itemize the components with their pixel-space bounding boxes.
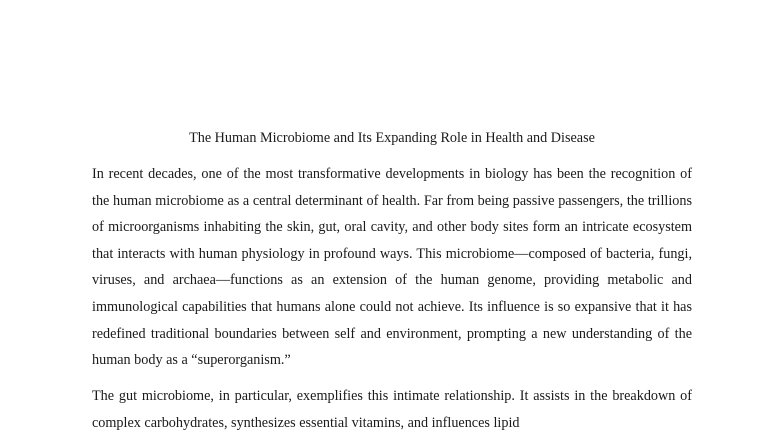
paragraph-2: The gut microbiome, in particular, exemplifies this intimate relationship. It assists in the breakdown of complex carbohydrates, synthesizes essential vitamins, and influences lipid bbox=[92, 388, 692, 431]
paragraph-1: In recent decades, one of the most transformative developments in biology has been the recognition of the human microbiome as a central determinant of health. Far from being passive passengers, the trillions of microorganisms inhabiting the skin, gut, oral cavity, and other body sites form an intricate ecosystem that interacts with human physiology in profound ways. This microbiome—composed of bacteria, fungi, viruses, and archaea—functions as an extension of the human genome, providing metabolic and immunological capabilities that humans alone could not achieve. Its influence is so expansive that it has redefined traditional boundaries between self and environment, prompting a new understanding of the human body as a “superorganism.” bbox=[92, 166, 692, 369]
document-title: The Human Microbiome and Its Expanding Role in Health and Disease bbox=[189, 130, 595, 146]
